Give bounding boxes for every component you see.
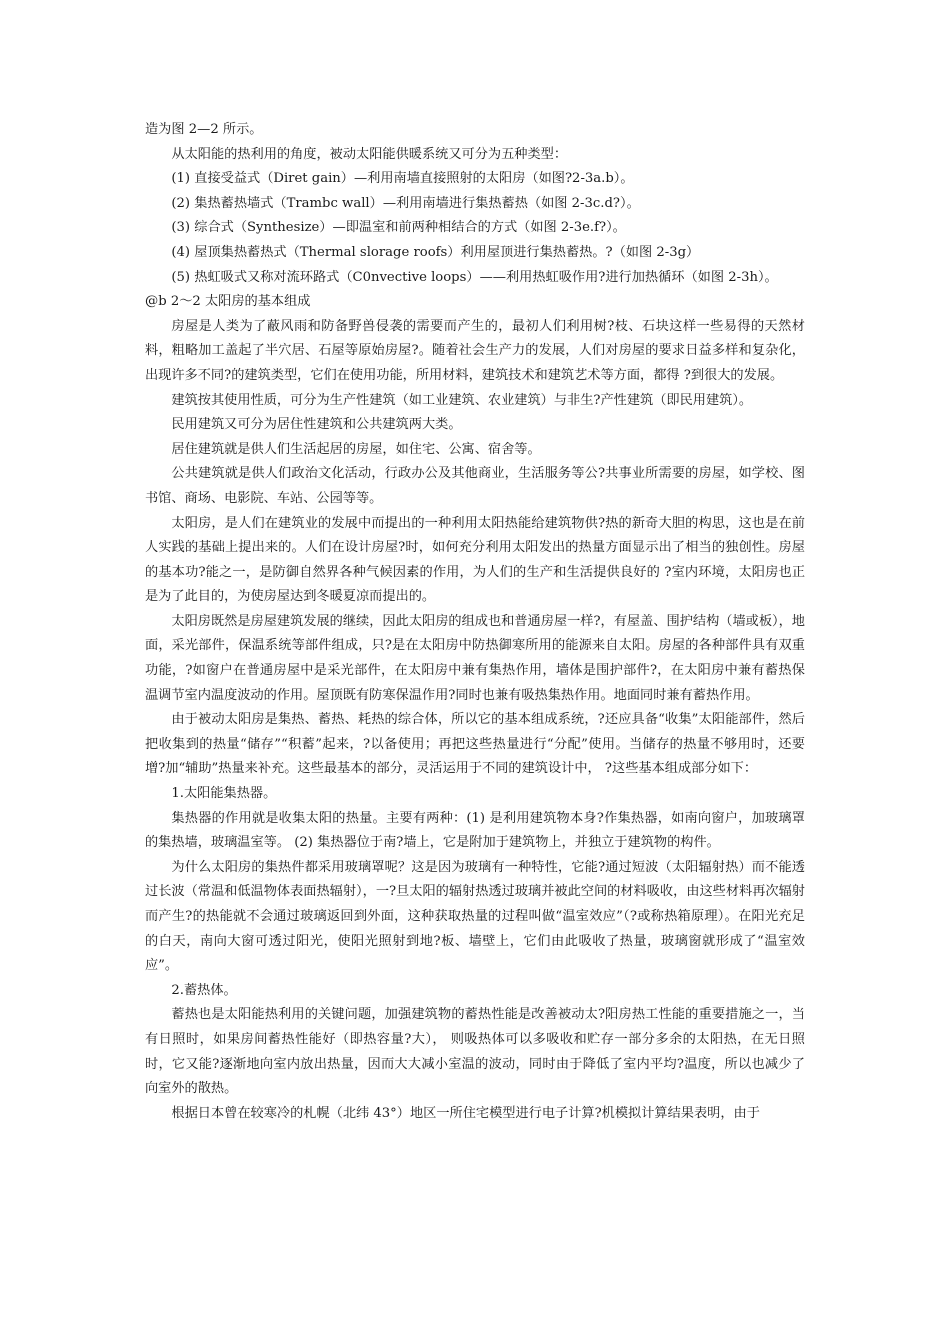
paragraph: 集热器的作用就是收集太阳的热量。主要有两种：(1) 是利用建筑物本身?作集热器，如南向窗户，加玻璃罩的集热墙，玻璃温室等。 (2) 集热器位于南?墙上，它是附加于建筑物上，并独立于建筑物的构件。 bbox=[145, 810, 805, 851]
paragraph: 房屋是人类为了蔽风雨和防备野兽侵袭的需要而产生的，最初人们利用树?枝、石块这样一些易得的天然材料，粗略加工盖起了半穴居、石屋等原始房屋?。随着社会生产力的发展，人们对房屋的要求日益多样和复杂化，出现许多不同?的建筑类型，它们在使用功能，所用材料，建筑技术和建筑艺术等方面，都得 ?到很大的发展。 bbox=[145, 318, 805, 383]
paragraph: 太阳房，是人们在建筑业的发展中而提出的一种利用太阳热能给建筑物供?热的新奇大胆的构思，这也是在前人实践的基础上提出来的。人们在设计房屋?时，如何充分利用太阳发出的热量方面显示出了相当的独创性。房屋的基本功?能之一，是防御自然界各种气候因素的作用，为人们的生产和生活提供良好的 ?室内环境，太阳房也正是为了此目的，为使房屋达到冬暖夏凉而提出的。 bbox=[145, 515, 805, 605]
paragraph: 民用建筑又可分为居住性建筑和公共建筑两大类。 bbox=[171, 417, 462, 433]
section-heading: @b 2～2 太阳房的基本组成 bbox=[145, 294, 311, 310]
paragraph: 造为图 2—2 所示。 bbox=[145, 122, 263, 137]
list-item: (5) 热虹吸式又称对流环路式（C0nvective loops）——利用热虹吸作用?进行加热循环（如图 2-3h）。 bbox=[171, 269, 778, 285]
list-item: (2) 集热蓄热墙式（Trambc wall）—利用南墙进行集热蓄热（如图 2-3c.d?）。 bbox=[171, 195, 640, 211]
paragraph: 建筑按其使用性质，可分为生产性建筑（如工业建筑、农业建筑）与非生?产性建筑（即民用建筑）。 bbox=[171, 392, 753, 408]
paragraph: 太阳房既然是房屋建筑发展的继续，因此太阳房的组成也和普通房屋一样?，有屋盖、围护结构（墙或板），地面，采光部件，保温系统等部件组成，只?是在太阳房中防热御寒所用的能源来自太阳。房屋的各种部件具有双重功能，?如窗户在普通房屋中是采光部件，在太阳房中兼有集热作用，墙体是围护部件?，在太阳房中兼有蓄热保温调节室内温度波动的作用。屋顶既有防寒保温作用?同时也兼有吸热集热作用。地面同时兼有蓄热作用。 bbox=[145, 613, 805, 703]
paragraph: 为什么太阳房的集热件都采用玻璃罩呢？这是因为玻璃有一种特性，它能?通过短波（太阳辐射热）而不能透过长波（常温和低温物体表面热辐射），一?旦太阳的辐射热透过玻璃并被此空间的材料吸收，由这些材料再次辐射而产生?的热能就不会通过玻璃返回到外面，这种获取热量的过程叫做“温室效应”（?或称热箱原理）。在阳光充足的白天，南向大窗可透过阳光，使阳光照射到地?板、墙壁上，它们由此吸收了热量，玻璃窗就形成了“温室效应”。 bbox=[145, 859, 805, 974]
paragraph: 蓄热也是太阳能热利用的关键问题，加强建筑物的蓄热性能是改善被动太?阳房热工性能的重要措施之一，当有日照时，如果房间蓄热性能好（即热容量?大）， 则吸热体可以多吸收和贮存一部分多余的太阳热，在无日照时，它又能?逐渐地向室内放出热量，因而大大减小室温的波动，同时由于降低了室内平均?温度，所以也减少了向室外的散热。 bbox=[145, 1007, 805, 1097]
paragraph: 公共建筑就是供人们政治文化活动，行政办公及其他商业，生活服务等公?共事业所需要的房屋，如学校、图书馆、商场、电影院、车站、公园等等。 bbox=[145, 466, 805, 506]
paragraph: 根据日本曾在较寒冷的札幌（北纬 43°）地区一所住宅模型进行电子计算?机模拟计算结果表明，由于 bbox=[171, 1105, 760, 1121]
document-body bbox=[145, 118, 805, 1126]
paragraph: 由于被动太阳房是集热、蓄热、耗热的综合体，所以它的基本组成系统，?还应具备“收集”太阳能部件，然后把收集到的热量“储存”“积蓄”起来，?以备使用；再把这些热量进行“分配”使用。当储存的热量不够用时，还要增?加“辅助”热量来补充。这些最基本的部分，灵活运用于不同的建筑设计中， ?这些基本组成部分如下： bbox=[145, 712, 805, 777]
list-item: (3) 综合式（Synthesize）—即温室和前两种相结合的方式（如图 2-3e.f?）。 bbox=[171, 220, 626, 236]
subsection-heading: 1.太阳能集热器。 bbox=[171, 786, 277, 802]
paragraph: 从太阳能的热利用的角度，被动太阳能供暖系统又可分为五种类型： bbox=[171, 146, 568, 162]
subsection-heading: 2.蓄热体。 bbox=[171, 982, 237, 998]
list-item: (1) 直接受益式（Diret gain）—利用南墙直接照射的太阳房（如图?2-3a.b）。 bbox=[171, 171, 634, 187]
paragraph: 居住建筑就是供人们生活起居的房屋，如住宅、公寓、宿舍等。 bbox=[171, 441, 541, 457]
list-item: (4) 屋顶集热蓄热式（Thermal slorage roofs）利用屋顶进行集热蓄热。?（如图 2-3g） bbox=[171, 244, 700, 260]
